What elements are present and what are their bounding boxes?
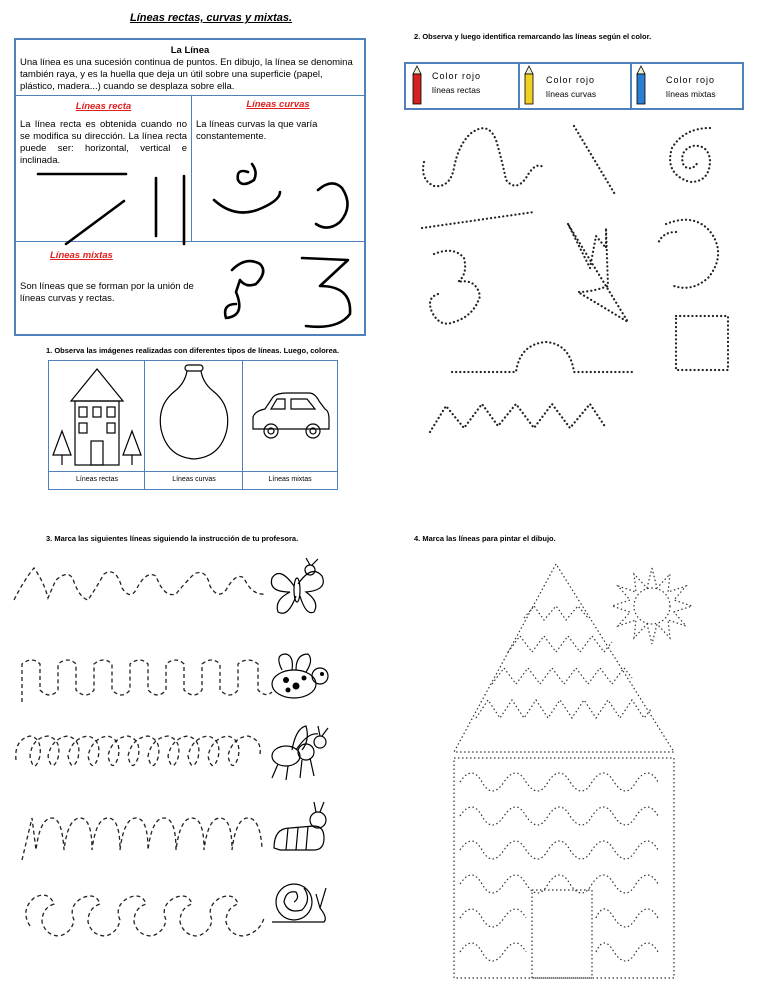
pencil-icon (522, 64, 536, 108)
sun-icon (612, 566, 692, 646)
definition-heading: La Línea (170, 45, 210, 56)
dotted-lines-exercise[interactable] (410, 116, 750, 446)
mixtas-heading: Líneas mixtas (50, 250, 113, 261)
legend-kind-label: líneas rectas (432, 85, 481, 95)
curved-lines-drawing (192, 152, 364, 242)
caption-rectas: Líneas rectas (75, 476, 119, 483)
legend-item-rectas (406, 64, 520, 108)
rectas-text: La línea recta es obtenida cuando no se modifica su dirección. La línea recta puede ser: horizontal, vertical e inclinada. (20, 119, 187, 166)
legend-color-label: Color rojo (666, 75, 716, 85)
mixtas-text: Son líneas que se forman por la unión de líneas curvas y rectas. (20, 281, 194, 304)
mixtas-cell (16, 242, 364, 334)
vase-drawing (145, 361, 243, 471)
theory-box (14, 38, 366, 336)
ant-icon (266, 722, 330, 782)
legend-kind-label: líneas mixtas (666, 89, 716, 99)
exercise2-instruction: 2. Observa y luego identifica remarcando las líneas según el color. (414, 32, 652, 41)
exercise4-instruction: 4. Marca las líneas para pintar el dibujo. (414, 534, 556, 543)
legend-color-label: Color rojo (546, 75, 596, 85)
legend-item-mixtas (630, 64, 742, 108)
rectas-heading: Líneas recta (75, 101, 132, 112)
pencil-icon (634, 64, 648, 108)
exercise1-instruction: 1. Observa las imágenes realizadas con diferentes tipos de líneas. Luego, colorea. (46, 346, 340, 355)
snail-icon (268, 874, 332, 934)
legend-color-label: Color rojo (432, 71, 482, 81)
butterfly-icon (266, 556, 330, 620)
exercise1-table (48, 360, 338, 490)
legend-kind-label: líneas curvas (546, 89, 597, 99)
house-drawing (49, 361, 145, 471)
mixed-lines-drawing (216, 246, 366, 336)
tracing-patterns[interactable] (12, 560, 276, 980)
exercise3-instruction: 3. Marca las siguientes líneas siguiendo la instrucción de tu profesora. (46, 534, 299, 543)
car-drawing (243, 361, 337, 471)
pencil-icon (410, 64, 424, 108)
page-title: Líneas rectas, curvas y mixtas. (130, 12, 293, 24)
rectas-cell (16, 96, 192, 242)
color-legend (404, 62, 744, 110)
curvas-text: La líneas curvas la que varía constantemente. (196, 119, 318, 142)
curvas-cell (192, 96, 364, 242)
house-tracing[interactable] (446, 560, 746, 990)
straight-lines-drawing (16, 166, 192, 246)
caption-mixtas: Líneas mixtas (268, 476, 312, 483)
caterpillar-icon (270, 798, 330, 854)
definition-cell (16, 40, 364, 96)
definition-text: Una línea es una sucesión continua de puntos. En dibujo, la línea se denomina también raya, y es la huella que deja un útil sobre una superficie (papel, plástico, madera...) cuando se desplaza sobre ella. (20, 57, 353, 92)
ladybug-icon (266, 646, 332, 702)
legend-item-curvas (518, 64, 632, 108)
caption-curvas: Líneas curvas (172, 476, 216, 483)
curvas-heading: Líneas curvas (246, 99, 310, 110)
